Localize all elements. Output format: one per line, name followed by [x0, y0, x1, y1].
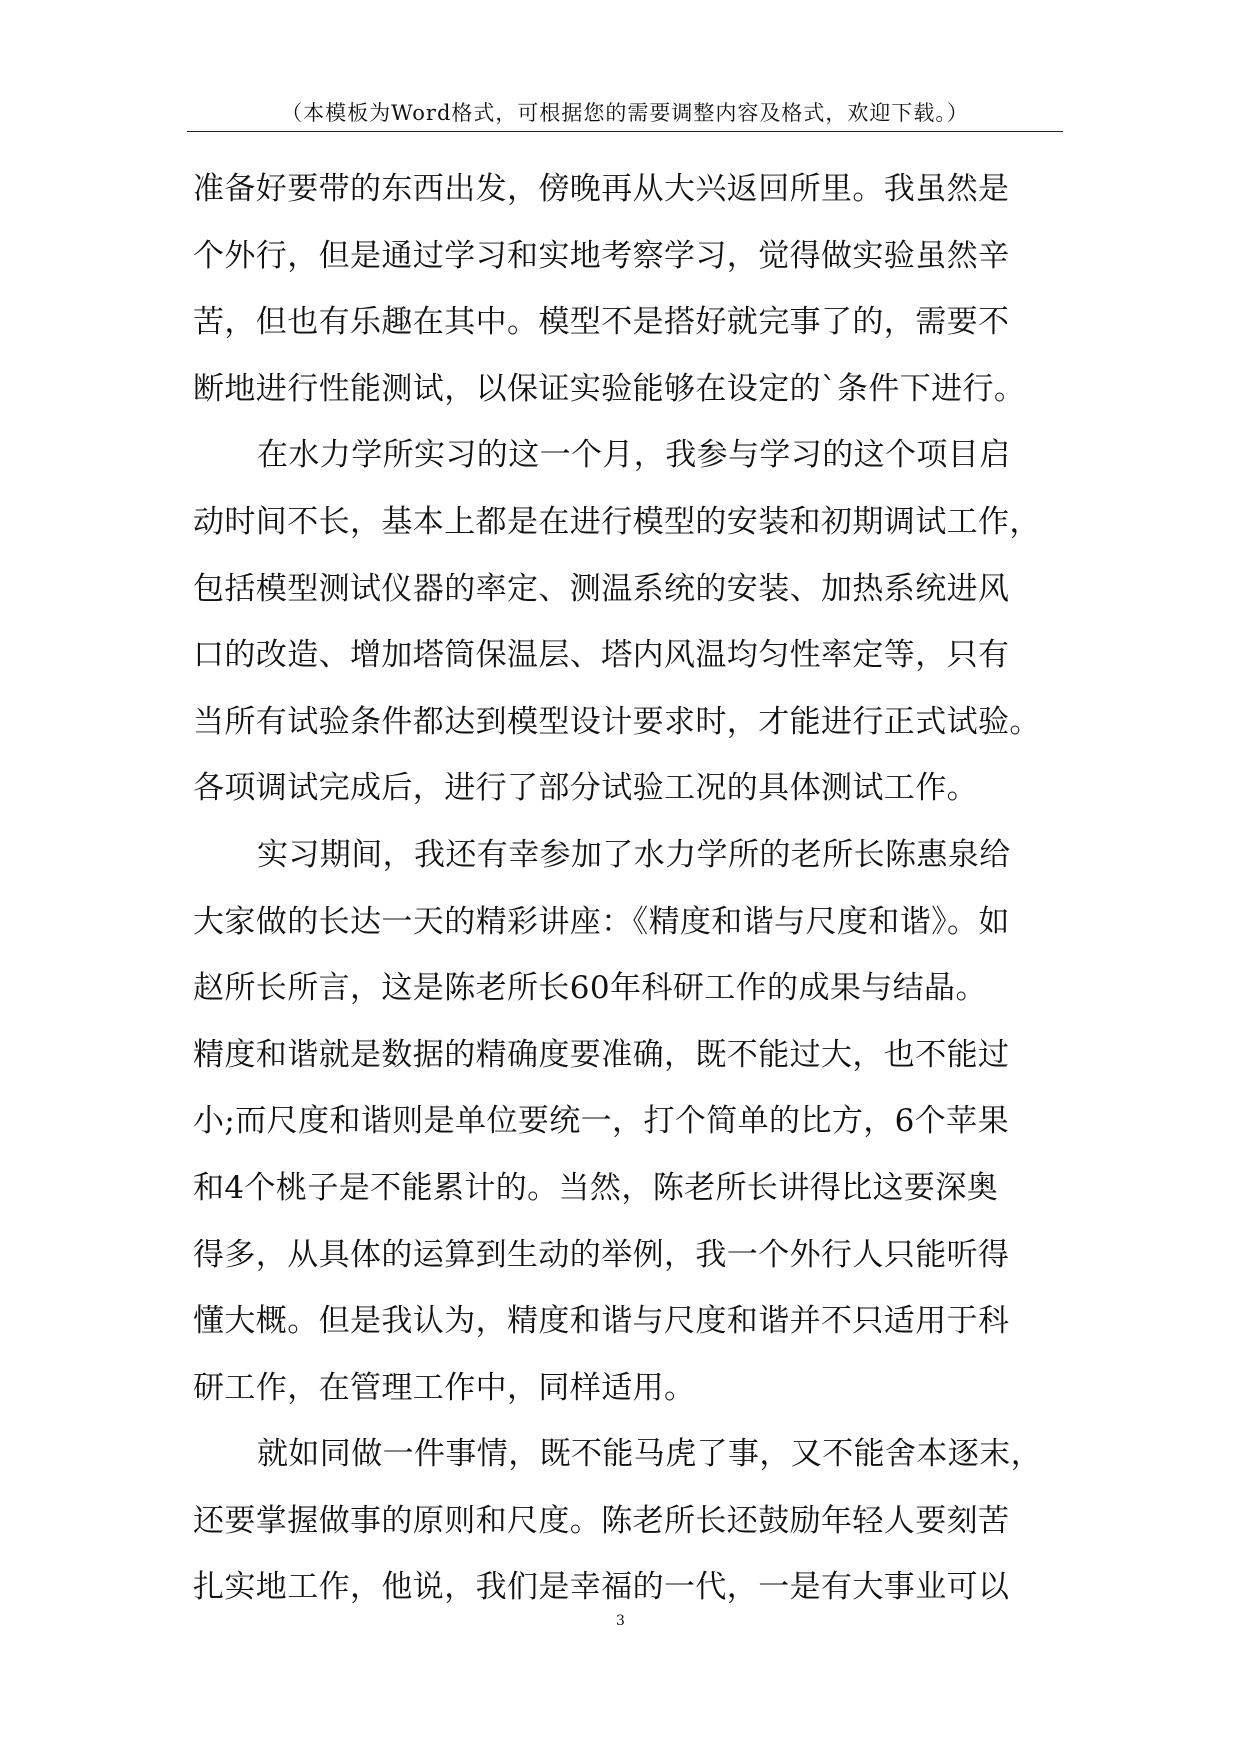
text-line: 当所有试验条件都达到模型设计要求时，才能进行正式试验。 — [193, 703, 1041, 740]
text-line: 赵所长所言，这是陈老所长60年科研工作的成果与结晶。 — [193, 970, 987, 1007]
text-line: 和4个桃子是不能累计的。当然，陈老所长讲得比这要深奥 — [193, 1169, 999, 1206]
text-line: 动时间不长，基本上都是在进行模型的安装和初期调试工作， — [193, 503, 1041, 540]
text-line: 断地进行性能测试，以保证实验能够在设定的`条件下进行。 — [193, 370, 1026, 407]
text-line: 口的改造、增加塔筒保温层、塔内风温均匀性率定等，只有 — [193, 637, 1010, 674]
text-line: 各项调试完成后，进行了部分试验工况的具体测试工作。 — [193, 770, 978, 807]
text-line: 苦，但也有乐趣在其中。模型不是搭好就完事了的，需要不 — [193, 304, 1010, 341]
text-line: 研工作，在管理工作中，同样适用。 — [193, 1369, 696, 1406]
text-line: 小;而尺度和谐则是单位要统一，打个简单的比方，6个苹果 — [193, 1103, 1009, 1140]
text-line: 大家做的长达一天的精彩讲座：《精度和谐与尺度和谐》。如 — [193, 903, 1010, 940]
text-line: 精度和谐就是数据的精确度要准确，既不能过大，也不能过 — [193, 1036, 1010, 1073]
text-line: 包括模型测试仪器的率定、测温系统的安装、加热系统进风 — [193, 570, 1010, 607]
text-line: 得多，从具体的运算到生动的举例，我一个外行人只能听得 — [193, 1236, 1010, 1273]
template-header-note: （本模板为Word格式，可根据您的需要调整内容及格式，欢迎下载。） — [281, 101, 969, 125]
text-line: 懂大概。但是我认为，精度和谐与尺度和谐并不只适用于科 — [193, 1303, 1010, 1340]
text-line: 个外行，但是通过学习和实地考察学习，觉得做实验虽然辛 — [193, 237, 1010, 274]
document-body — [193, 156, 1063, 1621]
page-number: 3 — [616, 1613, 625, 1629]
paragraph-first-line: 实习期间，我还有幸参加了水力学所的老所长陈惠泉给 — [257, 836, 1011, 873]
paragraph-first-line: 在水力学所实习的这一个月，我参与学习的这个项目启 — [257, 437, 1011, 474]
paragraph-first-line: 就如同做一件事情，既不能马虎了事，又不能舍本逐末， — [257, 1436, 1042, 1473]
header-divider — [187, 131, 1063, 132]
text-line: 准备好要带的东西出发，傍晚再从大兴返回所里。我虽然是 — [193, 171, 1010, 207]
text-line: 扎实地工作，他说，我们是幸福的一代，一是有大事业可以 — [193, 1569, 1010, 1606]
text-line: 还要掌握做事的原则和尺度。陈老所长还鼓励年轻人要刻苦 — [193, 1502, 1010, 1539]
